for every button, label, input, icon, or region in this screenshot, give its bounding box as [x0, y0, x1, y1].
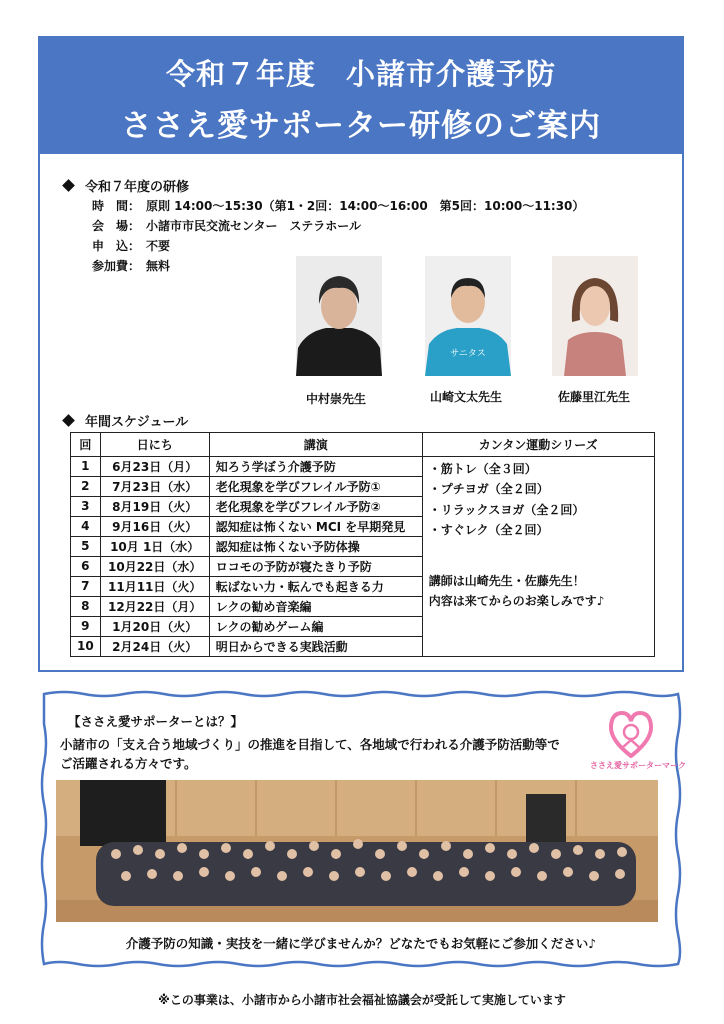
exercise-item: ・リラックスヨガ（全２回）: [428, 502, 585, 517]
row-date: 2月24日（火）: [100, 636, 209, 656]
table-row: [71, 456, 655, 476]
instructor-photo-yamazaki: [425, 256, 511, 376]
row-lecture: 認知症は怖くない MCI を早期発見: [209, 516, 422, 536]
instructor-photo-sato: [552, 256, 638, 376]
training-heading: 令和７年度の研修: [64, 176, 189, 195]
main-frame: [38, 36, 684, 672]
row-date: 12月22日（月）: [100, 596, 209, 616]
row-no: 1: [71, 456, 101, 476]
supporter-heart-mark-icon: [608, 710, 654, 758]
shirt-text: サニタス: [450, 349, 486, 359]
header-no: 回: [71, 433, 101, 457]
row-lecture: 老化現象を学びフレイル予防①: [209, 476, 422, 496]
header-lecture: 講演: [209, 433, 422, 457]
row-no: 4: [71, 516, 101, 536]
row-lecture: レクの勧めゲーム編: [209, 616, 422, 636]
time-info: 時 間： 原則 14:00～15:30（第1・2回：14:00～16:00 第5回：10:00～11:30）: [92, 199, 585, 213]
row-lecture: 老化現象を学びフレイル予防②: [209, 496, 422, 516]
row-lecture: 認知症は怖くない予防体操: [209, 536, 422, 556]
row-lecture: 明日からできる実践活動: [209, 636, 422, 656]
row-no: 9: [71, 616, 101, 636]
exercise-note-1: 講師は山崎先生・佐藤先生！: [428, 573, 585, 588]
fee-info: 参加費： 無料: [92, 259, 171, 273]
row-no: 10: [71, 636, 101, 656]
row-no: 7: [71, 576, 101, 596]
row-date: 6月23日（月）: [100, 456, 209, 476]
invite-text: 介護予防の知識・実技を一緒に学びませんか？どなたでもお気軽にご参加ください♪: [125, 936, 597, 951]
row-no: 5: [71, 536, 101, 556]
row-date: 10月 1日（水）: [100, 536, 209, 556]
supporter-mark-label: ささえ愛サポーターマーク: [590, 761, 686, 770]
row-date: 1月20日（火）: [100, 616, 209, 636]
row-no: 3: [71, 496, 101, 516]
row-lecture: ロコモの予防が寝たきり予防: [209, 556, 422, 576]
footer-note: ※この事業は、小諸市から小諸市社会福祉協議会が受託して実施しています: [158, 993, 566, 1007]
row-date: 9月16日（火）: [100, 516, 209, 536]
header-date: 日にち: [100, 433, 209, 457]
group-photo: [56, 780, 658, 922]
row-no: 8: [71, 596, 101, 616]
title-line-2: ささえ愛サポーター研修のご案内: [121, 108, 601, 144]
header-exercise: カンタン運動シリーズ: [422, 433, 654, 457]
title-line-1: 令和７年度 小諸市介護予防: [165, 57, 556, 91]
row-date: 8月19日（火）: [100, 496, 209, 516]
supporter-info-box: [38, 688, 684, 970]
exercise-note-2: 内容は来てからのお楽しみです♪: [428, 594, 605, 608]
instructor-name-nakamura: 中村崇先生: [306, 392, 367, 406]
exercise-item: ・筋トレ（全３回）: [428, 461, 537, 476]
row-lecture: 転ばない力・転んでも起きる力: [209, 576, 422, 596]
row-date: 10月22日（水）: [100, 556, 209, 576]
row-no: 2: [71, 476, 101, 496]
instructor-name-sato: 佐藤里江先生: [558, 390, 631, 404]
title-banner: [40, 38, 682, 154]
schedule-table: [70, 432, 655, 657]
apply-info: 申 込： 不要: [92, 239, 171, 253]
about-title: 【ささえ愛サポーターとは？】: [68, 714, 244, 729]
row-no: 6: [71, 556, 101, 576]
table-header-row: [71, 433, 655, 457]
diamond-bullet-icon: [62, 179, 75, 192]
row-lecture: レクの勧め音楽編: [209, 596, 422, 616]
venue-info: 会 場： 小諸市市民交流センター ステラホール: [92, 219, 362, 233]
schedule-heading: 年間スケジュール: [64, 411, 188, 430]
diamond-bullet-icon: [62, 414, 75, 427]
exercise-item: ・プチヨガ（全２回）: [428, 482, 549, 496]
about-line-1: 小諸市の「支え合う地域づくり」の推進を目指して、各地域で行われる介護予防活動等で: [60, 737, 560, 752]
about-line-2: ご活躍される方々です。: [60, 756, 197, 771]
row-date: 7月23日（水）: [100, 476, 209, 496]
instructor-photo-nakamura: [296, 256, 382, 376]
exercise-item: ・すぐレク（全２回）: [428, 523, 549, 537]
exercise-series-cell: [422, 456, 654, 656]
row-lecture: 知ろう学ぼう介護予防: [209, 456, 422, 476]
row-date: 11月11日（火）: [100, 576, 209, 596]
instructor-name-yamazaki: 山崎文太先生: [430, 390, 503, 404]
